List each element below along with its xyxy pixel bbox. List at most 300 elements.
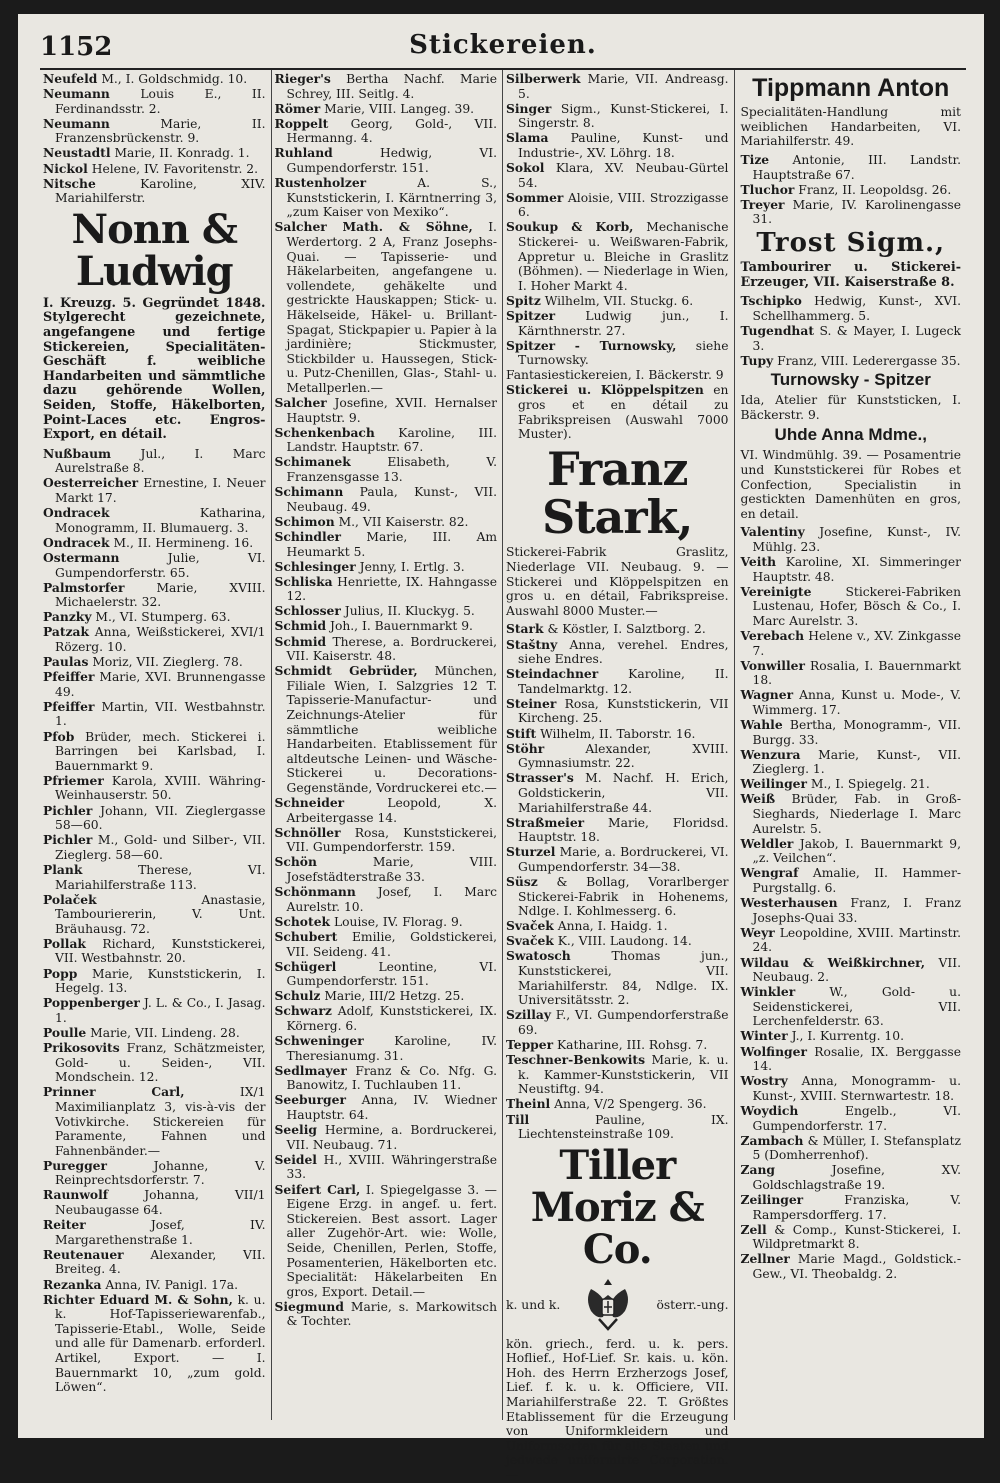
entry-text: M., I. Goldschmidg. 10. — [101, 72, 248, 86]
entry-name: Stickerei u. Klöppelspitzen — [506, 382, 704, 398]
entry-name: Prikosovits — [43, 1040, 120, 1056]
entry-text: & Bollag, Vorarlberger Stickerei-Fabrik in Hohenems, Ndlge. I. Kohlmesserg. 6. — [518, 875, 729, 919]
entry-text: Karoline, IV. Theresianumg. 31. — [286, 1034, 497, 1063]
advert-title: Trost Sigm., — [756, 228, 946, 258]
advert-body: Tambourirer u. Stickerei-Erzeuger, VII. Kaiserstraße 8. — [740, 260, 961, 290]
entry-text: Rosalie, IX. Berggasse 14. — [752, 1044, 961, 1074]
entry-text: Louis E., II. Ferdinandsstr. 2. — [55, 87, 266, 116]
entry-name: Schenkenbach — [274, 424, 375, 440]
entry-name: Schliska — [274, 573, 333, 589]
entry-name: Swatosch — [506, 948, 571, 964]
directory-entry — [741, 896, 962, 925]
entry-text: Brüder, mech. Stickerei i. Barringen bei Karlsbad, I. Bauernmarkt 9. — [55, 729, 266, 773]
advert-franz-stark — [506, 441, 729, 619]
entry-name: Rustenholzer — [274, 175, 367, 191]
entry-name: Schimanek — [274, 454, 351, 470]
entry-name: Weilinger — [740, 776, 807, 792]
entry-name: Raunwolf — [43, 1187, 109, 1203]
entry-text: Hermine, a. Bordruckerei, VII. Neubaug. 71. — [286, 1123, 497, 1152]
entry-name: Nußbaum — [43, 445, 112, 461]
directory-entry — [506, 638, 729, 667]
directory-entry — [275, 826, 498, 855]
entry-text: Karola, XVIII. Währing-Weinhauserstr. 50. — [55, 773, 266, 803]
entry-name: Szillay — [506, 1007, 551, 1023]
directory-entry — [741, 629, 962, 658]
entry-name: Neumann — [43, 115, 110, 131]
entry-name: Tize — [740, 152, 770, 168]
directory-entry — [43, 1278, 266, 1293]
advert-title: Tiller Moriz & Co. — [530, 1141, 704, 1273]
directory-entry — [275, 515, 498, 530]
directory-entry — [741, 1223, 962, 1252]
directory-entry — [741, 837, 962, 866]
column-4 — [735, 70, 967, 1420]
entry-name: Vereinigte — [740, 583, 812, 599]
directory-entry — [741, 198, 962, 227]
entry-text: Marie, III. Am Heumarkt 5. — [286, 529, 497, 559]
entry-name: Pfeiffer — [43, 669, 95, 685]
entry-text: en gros et en détail zu Fabrikspreisen (Auswahl 7000 Muster). — [518, 383, 729, 442]
directory-entry — [506, 771, 729, 815]
entry-text: F., VI. Gumpendorferstraße 69. — [518, 1008, 729, 1037]
entry-name: Strasser's — [506, 770, 574, 786]
entry-name: Römer — [274, 100, 321, 116]
entry-text: Marie, XVIII. Michaelerstr. 32. — [55, 580, 266, 610]
entry-text: Brüder, Fab. in Groß-Sieghards, Niederlage I. Marc Aurelstr. 5. — [752, 792, 961, 836]
entry-text: Rosa, Kunststickerei, VII. Gumpendorferstr. 159. — [286, 825, 497, 855]
entry-name: Slama — [506, 130, 549, 146]
advert-title: Uhde Anna Mdme., — [774, 425, 927, 445]
directory-entry — [506, 161, 729, 190]
entry-text: Josefine, Kunst-, IV. Mühlg. 23. — [752, 525, 961, 554]
entry-text: k. u. k. Hof-Tapisseriewarenfab., Tapisserie-Etabl., Wolle, Seide und alle für Damenarb. erforderl. Artikel, Export. — I. Bauernmarkt 10, „zum gold. Löwen“. — [55, 1292, 266, 1395]
entry-text: & Müller, I. Stefansplatz 5 (Domherrenhof). — [752, 1133, 961, 1163]
directory-entry — [43, 1085, 266, 1158]
entry-text: Marie, III/2 Hetzg. 25. — [324, 989, 465, 1004]
directory-entry — [506, 191, 729, 220]
entry-text: I. Werdertorg. 2 A, Franz Josephs-Quai. — Tapisserie- und Häkelarbeiten, angefangene u. vollendete, gehäkelte und gestrickte Hauskappen; Stick- u. Häkelseide, Häkel- u. Brillant-Spagat, Stickpapier u. Papier à la jardinière; Stickmuster, Stickbilder u. Haussegen, Stick- u. Putz-Chenillen, Glas-, Stahl- u. Metallperlen.— — [286, 220, 497, 395]
entry-name: Svaček — [506, 933, 554, 949]
directory-entry — [43, 833, 266, 862]
entry-text: Marie, II. Konradg. 1. — [114, 146, 250, 161]
entry-name: Wostry — [740, 1073, 788, 1089]
directory-entry — [506, 1113, 729, 1142]
entry-name: Schneider — [274, 795, 345, 811]
directory-entry — [741, 748, 962, 777]
advert-body: Specialitäten-Handlung mit weiblichen Handarbeiten, VI. Mariahilferstr. 49. — [740, 105, 961, 149]
directory-entry — [741, 777, 962, 792]
directory-entry — [43, 863, 266, 892]
directory-entry — [275, 1300, 498, 1329]
directory-entry — [43, 146, 266, 161]
entry-text: Therese, VI. Mariahilferstraße 113. — [55, 862, 266, 892]
entry-text: IX/1 Maximilianplatz 3, vis-à-vis der Votivkirche. Stickereien für Paramente, Fahnen und Fahnenbänder.— — [55, 1085, 266, 1158]
entry-text: Anna, I. Haidg. 1. — [557, 919, 668, 934]
entry-text: Antonie, III. Landstr. Hauptstraße 67. — [752, 153, 961, 182]
entry-name: Seelig — [274, 1122, 317, 1138]
directory-entry — [43, 1248, 266, 1277]
directory-entry — [741, 1163, 962, 1192]
entry-name: Ondracek — [43, 505, 110, 521]
columns — [40, 70, 966, 1483]
entry-name: Treyer — [740, 196, 785, 212]
entry-name: Tupy — [740, 352, 774, 368]
entry-text: Leontine, VI. Gumpendorferstr. 151. — [286, 959, 497, 989]
directory-entry — [506, 949, 729, 1007]
entry-name: Roppelt — [274, 115, 329, 131]
crest-row — [506, 1275, 729, 1335]
entry-name: Puregger — [43, 1157, 107, 1173]
entry-text: Katharine, III. Rohsg. 7. — [556, 1038, 708, 1053]
entry-text: M., Gold- und Silber-, VII. Zieglerg. 58—60. — [55, 833, 266, 862]
entry-name: Poppenberger — [43, 995, 140, 1011]
crest-right-text: österr.-ung. — [656, 1297, 729, 1312]
entry-name: Spitzer — [506, 308, 556, 323]
entry-name: Pfob — [43, 728, 75, 744]
directory-entry — [741, 1252, 962, 1281]
directory-entry — [275, 885, 498, 914]
entry-name: Tluchor — [740, 181, 795, 197]
entry-text: Rosa, Kunststickerin, VII Kircheng. 25. — [518, 696, 729, 726]
advert-body: kön. griech., ferd. u. k. pers. Hoflief., Hof-Lief. Sr. kais. u. kön. Hoh. des Herrn Erzherzogs Josef, Lief. f. k. u. k. Officiere, VII. Mariahilferstraße 22. T. Größtes Etablissement für die Erzeugung von Uniformkleidern und Uniformsorten für alle Staaten und jedwede uniformirte Corporation.— — [506, 1336, 729, 1483]
directory-entry — [741, 294, 962, 323]
entry-name: Ruhland — [274, 145, 333, 161]
entry-name: Reutenauer — [43, 1246, 124, 1262]
directory-entry — [275, 915, 498, 930]
entry-text: Anna, IV. Panigl. 17a. — [105, 1277, 239, 1292]
directory-entry — [506, 934, 729, 949]
directory-entry — [275, 426, 498, 455]
directory-page — [18, 14, 984, 1483]
entry-text: Thomas jun., Kunststickerei, VII. Mariahilferstr. 84, Ndlge. IX. Universitätsstr. 2. — [518, 949, 729, 1008]
directory-entry — [741, 956, 962, 985]
entry-text: Marie, II. Franzensbrückenstr. 9. — [55, 116, 266, 146]
entry-name: Salcher Math. & Söhne, — [274, 219, 473, 235]
entry-text: Ludwig jun., I. Kärnthnerstr. 27. — [518, 309, 729, 338]
entry-name: Svaček — [506, 918, 554, 934]
directory-entry — [741, 792, 962, 836]
advert-trost-sigm — [741, 230, 962, 290]
entry-name: Sommer — [506, 189, 564, 205]
entry-text: Rosalia, I. Bauernmarkt 18. — [752, 658, 961, 688]
column-3-entries-2 — [506, 622, 729, 1141]
entry-text: Anna, IV. Wiedner Hauptstr. 64. — [286, 1093, 497, 1123]
entry-text: Anastasie, Tambouriererin, V. Unt. Bräuhausg. 72. — [55, 892, 266, 936]
directory-entry — [275, 664, 498, 795]
entry-name: Neufeld — [43, 71, 98, 86]
entry-text: Karoline, XIV. Mariahilferstr. — [55, 176, 266, 206]
entry-name: Zeilinger — [740, 1192, 804, 1208]
column-1-entries — [43, 72, 266, 206]
page-number: 1152 — [40, 32, 113, 62]
entry-text: Franz & Co. Nfg. G. Banowitz, I. Tuchlauben 11. — [286, 1063, 497, 1093]
entry-name: Neumann — [43, 86, 110, 102]
directory-entry — [506, 1008, 729, 1037]
entry-name: Wagner — [740, 687, 794, 703]
entry-text: Marie, VIII. Josefstädterstraße 33. — [286, 855, 497, 885]
directory-entry — [741, 324, 962, 353]
entry-name: Tugendhat — [740, 323, 815, 339]
column-4-entries — [741, 153, 962, 227]
directory-entry — [275, 1004, 498, 1033]
entry-text: Hedwig, VI. Gumpendorferstr. 151. — [286, 146, 497, 176]
entry-text: M., I. Spiegelg. 21. — [810, 777, 930, 792]
directory-entry — [275, 635, 498, 664]
page-header — [40, 28, 966, 70]
entry-text: W., Gold- u. Seidenstickerei, VII. Lerchenfelderstr. 63. — [752, 985, 961, 1029]
entry-text: Julie, VI. Gumpendorferstr. 65. — [55, 550, 266, 580]
entry-text: S. & Mayer, I. Lugeck 3. — [752, 324, 961, 353]
directory-entry — [275, 530, 498, 559]
directory-entry — [506, 816, 729, 845]
advert-tiller-moriz — [506, 1141, 729, 1483]
directory-entry — [506, 339, 729, 368]
entry-name: Schwarz — [274, 1003, 332, 1019]
directory-entry — [43, 625, 266, 654]
running-title: Stickereien. — [409, 30, 597, 60]
entry-text: Jenny, I. Ertlg. 3. — [359, 559, 465, 574]
directory-entry — [506, 102, 729, 131]
directory-entry — [506, 727, 729, 742]
entry-text: Stickerei-Fabriken Lustenau, Hofer, Bösch & Co., I. Marc Aurelstr. 3. — [752, 584, 961, 628]
directory-entry — [506, 368, 729, 383]
directory-entry — [506, 131, 729, 160]
directory-entry — [275, 1123, 498, 1152]
entry-text: siehe Turnowsky. — [518, 338, 729, 368]
entry-name: Rezanka — [43, 1276, 102, 1292]
entry-name: Weyr — [740, 924, 775, 940]
entry-text: Marie, k. u. k. Kammer-Kunststickerin, VII Neustiftg. 94. — [518, 1053, 729, 1097]
directory-entry — [275, 1183, 498, 1300]
directory-entry — [741, 585, 962, 629]
entry-text: Franz, I. Franz Josephs-Quai 33. — [752, 896, 961, 925]
entry-name: Richter Eduard M. & Sohn, — [43, 1291, 233, 1307]
entry-name: Veith — [740, 553, 777, 569]
entry-name: Schönmann — [274, 884, 356, 900]
directory-entry — [43, 670, 266, 699]
entry-text: Georg, Gold-, VII. Hermanng. 4. — [286, 116, 497, 146]
entry-text: Moriz, VII. Zieglerg. 78. — [92, 655, 243, 670]
directory-entry — [741, 718, 962, 747]
directory-entry — [43, 1218, 266, 1247]
directory-entry — [275, 1093, 498, 1122]
entry-name: Woydich — [740, 1102, 799, 1118]
entry-name: Schmid — [274, 618, 327, 634]
directory-entry — [275, 1034, 498, 1063]
entry-name: Plank — [43, 861, 83, 877]
entry-name: Zang — [740, 1162, 775, 1178]
entry-name: Neustadtl — [43, 145, 111, 161]
directory-entry — [43, 937, 266, 966]
advert-tippmann-anton — [741, 75, 962, 149]
directory-entry — [275, 960, 498, 989]
directory-entry — [43, 551, 266, 580]
column-3 — [503, 70, 735, 1483]
directory-entry — [506, 667, 729, 696]
entry-name: Pollak — [43, 935, 86, 951]
entry-name: Steiner — [506, 695, 557, 711]
entry-name: Steindachner — [506, 666, 599, 682]
directory-entry — [43, 536, 266, 551]
entry-name: Weldler — [740, 835, 794, 851]
directory-entry — [43, 804, 266, 833]
entry-name: Pichler — [43, 832, 93, 848]
directory-entry — [43, 117, 266, 146]
advert-title: Tippmann Anton — [752, 74, 950, 102]
directory-entry — [43, 967, 266, 996]
entry-name: Wahle — [740, 717, 783, 733]
entry-text: Josefine, XVII. Hernalser Hauptstr. 9. — [286, 396, 497, 425]
directory-entry — [275, 855, 498, 884]
advert-body: VI. Windmühlg. 39. — Posamentrie und Kunststickerei für Robes et Confection, Specialistin in gestickten Damenhüten en gros, en detail. — [740, 448, 961, 521]
entry-text: Marie, Floridsd. Hauptstr. 18. — [518, 815, 729, 845]
entry-text: J. L. & Co., I. Jasag. 1. — [55, 996, 266, 1025]
entry-text: Franziska, V. Rampersdorfferg. 17. — [752, 1193, 961, 1222]
column-1 — [40, 70, 272, 1420]
entry-text: Marie, s. Markowitsch & Tochter. — [286, 1299, 497, 1329]
entry-text: & Köstler, I. Salztborg. 2. — [547, 622, 706, 637]
entry-name: Wildau & Weißkirchner, — [740, 954, 926, 970]
entry-name: Schmid — [274, 633, 327, 649]
directory-entry — [43, 730, 266, 774]
entry-text: Bertha, Monogramm-, VII. Burgg. 33. — [752, 718, 961, 747]
entry-text: Helene v., XV. Zinkgasse 7. — [752, 628, 961, 658]
entry-name: Schweninger — [274, 1033, 364, 1049]
entry-text: J., I. Kurrentg. 10. — [791, 1029, 904, 1044]
advert-body: I. Kreuzg. 5. Gegründet 1848. Stylgerecht gezeichnete, angefangene und fertige Stickereien, Specialitäten-Geschäft f. weibliche Handarbeiten und sämmtliche dazu gehörende Wollen, Seiden, Stoffe, Häkelborten, Point-Laces etc. Engros-Export, en détail. — [43, 295, 266, 443]
directory-entry — [741, 1074, 962, 1103]
entry-text: Marie, XVI. Brunnengasse 49. — [55, 670, 266, 699]
directory-entry — [506, 72, 729, 101]
entry-text: Anna, Kunst u. Mode-, V. Wimmerg. 17. — [752, 688, 961, 717]
double-eagle-crest-icon — [581, 1275, 635, 1335]
directory-entry — [741, 659, 962, 688]
directory-entry — [275, 102, 498, 117]
directory-entry — [506, 845, 729, 874]
entry-text: Richard, Kunststickerei, VII. Westbahnstr. 20. — [55, 936, 266, 966]
directory-entry — [506, 1097, 729, 1112]
entry-text: Bertha Nachf. Marie Schrey, III. Seitlg. 4. — [286, 72, 497, 101]
directory-entry — [275, 1153, 498, 1182]
advert-turnowsky-spitzer — [741, 371, 962, 422]
directory-entry — [741, 525, 962, 554]
directory-entry — [275, 930, 498, 959]
entry-name: Zellner — [740, 1251, 790, 1267]
directory-entry — [506, 1053, 729, 1097]
entry-name: Salcher — [274, 395, 327, 411]
entry-text: Joh., I. Bauernmarkt 9. — [330, 619, 473, 634]
directory-entry — [43, 700, 266, 729]
directory-entry — [506, 875, 729, 919]
entry-name: Schlesinger — [274, 558, 356, 574]
entry-name: Vonwiller — [740, 657, 805, 673]
entry-text: Alexander, VII. Breiteg. 4. — [55, 1247, 266, 1277]
entry-name: Theinl — [506, 1096, 551, 1112]
entry-name: Seidel — [274, 1151, 317, 1167]
directory-entry — [43, 447, 266, 476]
entry-text: Marie, IV. Karolinengasse 31. — [752, 197, 961, 227]
directory-entry — [43, 893, 266, 937]
directory-entry — [741, 1104, 962, 1133]
entry-text: Marie, a. Bordruckerei, VI. Gumpendorferstr. 34—38. — [518, 845, 729, 874]
entry-name: Spitzer - Turnowsky, — [506, 337, 677, 353]
entry-name: Rieger's — [274, 71, 331, 86]
advert-title: Nonn & Ludwig — [71, 205, 237, 295]
directory-entry — [275, 619, 498, 634]
entry-text: M., II. Hermineng. 16. — [113, 535, 254, 550]
directory-entry — [506, 1038, 729, 1053]
advert-body: Stickerei-Fabrik Graslitz, Niederlage VII. Neubaug. 9. — Stickerei und Klöppelspitzen en gros u. en détail, Fabrikspreise. Auswahl 8000 Muster.— — [506, 545, 729, 618]
directory-entry — [741, 1134, 962, 1163]
entry-text: Henriette, IX. Hahngasse 12. — [286, 574, 497, 604]
directory-entry — [43, 581, 266, 610]
entry-text: Leopoldine, XVIII. Martinstr. 24. — [752, 925, 961, 955]
entry-text: I. Spiegelgasse 3. — Eigene Erzg. in angef. u. fert. Stickereien. Best assort. Lager aller Zugehör-Art. wie: Wolle, Seide, Chenillen, Perlen, Stoffe, Posamenterien, Häkelborten etc. Specialität: Häkelarbeiten En gros, Export. Detail.— — [286, 1182, 497, 1299]
entry-name: Panzky — [43, 609, 92, 625]
directory-entry — [275, 146, 498, 175]
entry-text: Elisabeth, V. Franzensgasse 13. — [286, 455, 497, 485]
entry-name: Pfeiffer — [43, 698, 95, 714]
entry-name: Soukup & Korb, — [506, 219, 634, 235]
directory-entry — [506, 697, 729, 726]
entry-text: Wilhelm, VII. Stuckg. 6. — [544, 293, 694, 308]
entry-text: Karoline, XI. Simmeringer Hauptstr. 48. — [752, 554, 961, 584]
directory-entry — [275, 1064, 498, 1093]
entry-text: Ernestine, I. Neuer Markt 17. — [55, 476, 266, 506]
entry-name: Paulas — [43, 654, 89, 670]
entry-text: Marie, VII. Lindeng. 28. — [90, 1025, 240, 1040]
directory-entry — [275, 485, 498, 514]
entry-name: Wenzura — [740, 746, 801, 762]
advert-nonn-ludwig — [43, 205, 266, 443]
entry-text: Josef, I. Marc Aurelstr. 10. — [286, 885, 497, 914]
directory-entry — [43, 655, 266, 670]
directory-entry — [43, 1188, 266, 1217]
entry-text: Engelb., VI. Gumpendorferstr. 17. — [752, 1103, 961, 1133]
crest-left-text: k. und k. — [506, 1297, 561, 1312]
directory-entry — [43, 72, 266, 87]
entry-name: Valentiny — [740, 524, 805, 540]
entry-name: Schügerl — [274, 958, 337, 974]
directory-entry — [741, 926, 962, 955]
entry-text: Sigm., Kunst-Stickerei, I. Singerstr. 8. — [518, 101, 729, 131]
column-1-entries-2 — [43, 447, 266, 1395]
advert-title: Turnowsky - Spitzer — [770, 370, 931, 390]
entry-name: Winkler — [740, 984, 796, 1000]
directory-entry — [43, 1041, 266, 1085]
directory-entry — [741, 153, 962, 182]
column-4-entries-2 — [741, 294, 962, 368]
column-2-entries — [275, 72, 498, 1329]
entry-name: Stöhr — [506, 740, 545, 756]
entry-name: Tepper — [506, 1037, 554, 1053]
directory-entry — [506, 919, 729, 934]
entry-text: Anna, verehel. Endres, siehe Endres. — [518, 637, 729, 667]
entry-name: Sokol — [506, 160, 545, 176]
entry-text: Jul., I. Marc Aurelstraße 8. — [55, 446, 266, 476]
entry-text: München, Filiale Wien, I. Salzgries 12 T. Tapisserie-Manufactur- und Zeichnungs-Atelier für sämmtliche weibliche Handarbeiten. Etablissement für altdeutsche Leinen- und Wäsche-Stickerei u. Decorations-Gegenstände, Vordruckerei etc.— — [286, 664, 497, 795]
entry-name: Schmidt Gebrüder, — [274, 663, 418, 679]
entry-name: Schön — [274, 854, 317, 870]
entry-text: Anna, Monogramm- u. Kunst-, XVIII. Sternwartestr. 18. — [752, 1074, 961, 1103]
entry-name: Singer — [506, 100, 552, 116]
directory-entry — [275, 220, 498, 395]
entry-text: H., XVIII. Währingerstraße 33. — [286, 1152, 497, 1182]
entry-text: Johanna, VII/1 Neubaugasse 64. — [55, 1188, 266, 1218]
entry-name: Stift — [506, 725, 537, 741]
entry-text: Aloisie, VIII. Strozzigasse 6. — [518, 190, 729, 220]
entry-text: Martin, VII. Westbahnstr. 1. — [55, 699, 266, 729]
